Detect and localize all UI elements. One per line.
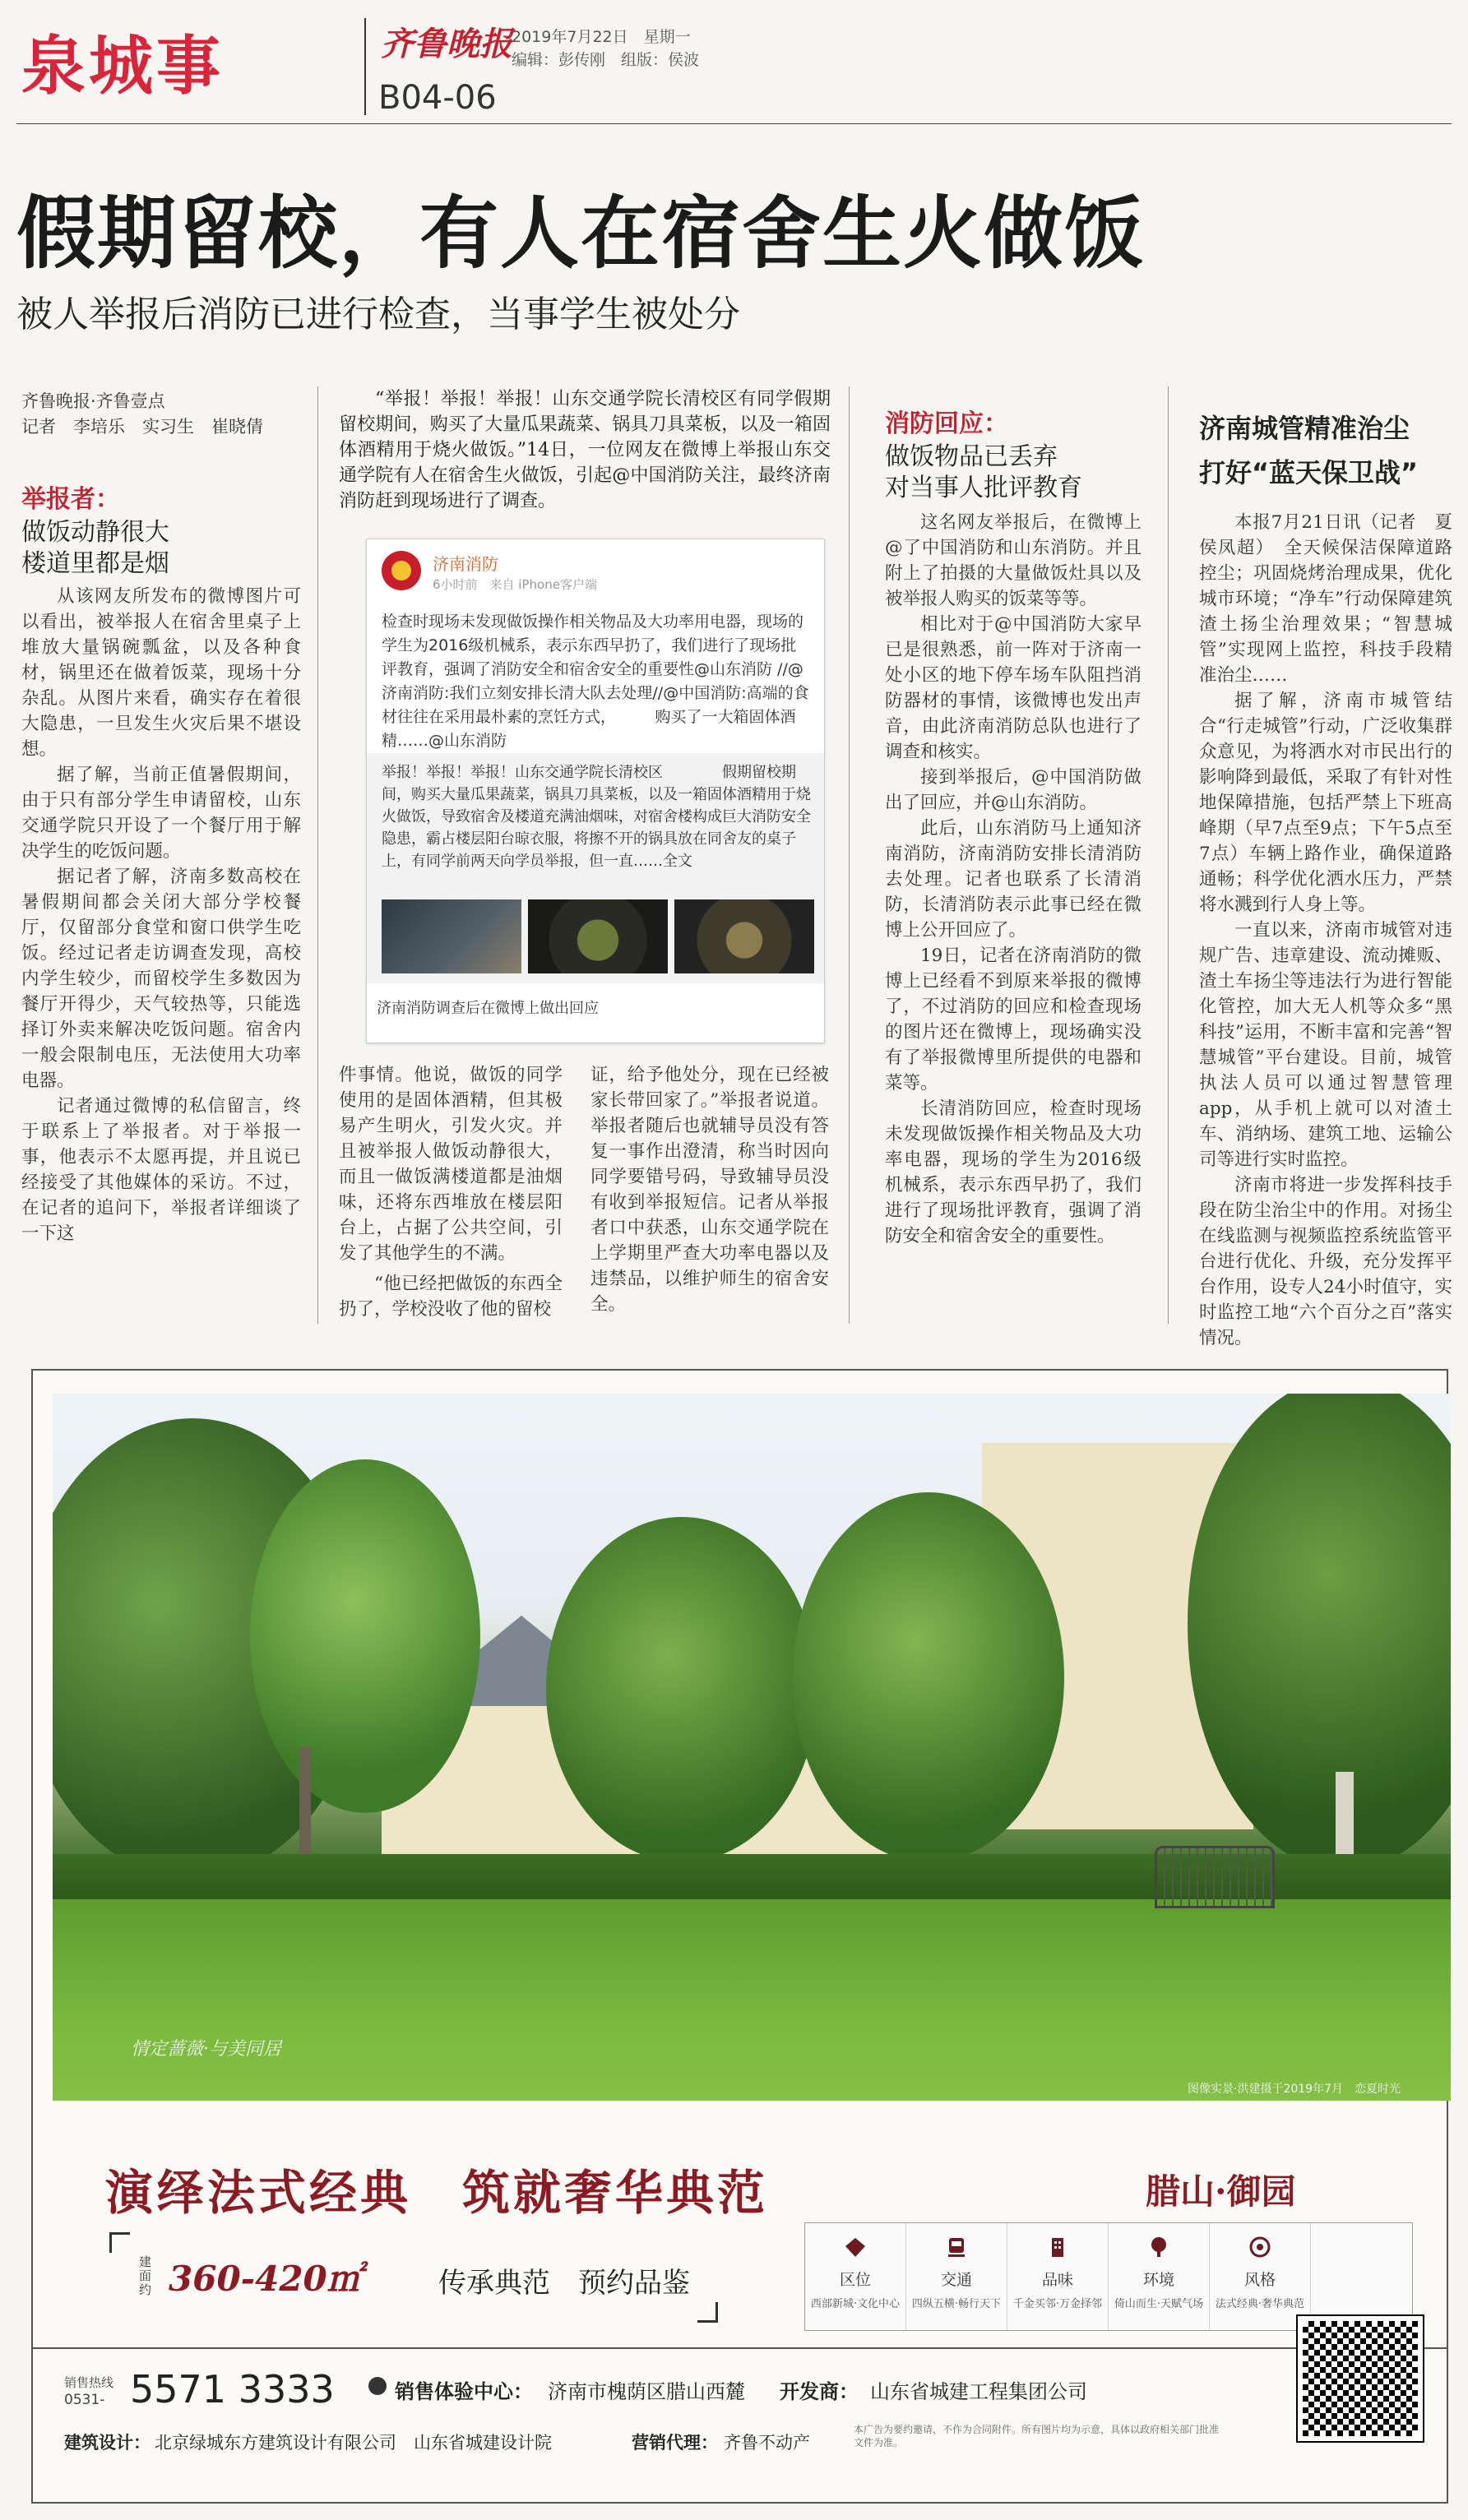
- byline-source: 齐鲁晚报·齐鲁壹点: [21, 391, 165, 411]
- paragraph: 记者通过微博的私信留言，终于联系上了举报者。对于举报一事，他表示不太愿再提，并且说已经接受了其他媒体的采访。不过，在记者的追问下，举报者详细谈了一下这: [21, 1096, 301, 1244]
- advertisement: [31, 1369, 1448, 2504]
- feature-style: [1210, 2223, 1311, 2330]
- editors: 编辑：彭传刚 组版：侯波: [512, 51, 700, 69]
- qr-code[interactable]: [1298, 2316, 1423, 2441]
- agent-name: 齐鲁不动产: [724, 2433, 810, 2453]
- ad-slogan: 演绎法式经典 筑就奢华典范: [105, 2165, 769, 2221]
- col1-subhead-line1: 做饭动静很大: [21, 518, 169, 547]
- paragraph: 接到举报后，@中国消防做出了回应，并@山东消防。: [885, 767, 1142, 813]
- hotline-number[interactable]: 5571 3333: [130, 2367, 335, 2411]
- col2b-body: [590, 1062, 829, 1317]
- paper-name: 齐鲁晚报: [381, 25, 512, 63]
- paragraph: 相比对于@中国消防大家早已是很熟悉，前一阵对于济南一处小区的地下停车场车队阻挡消防器材的事情，该微博也发出声音，由此济南消防总队也进行了调查和核实。: [885, 614, 1142, 762]
- feature-desc: 西部新城·文化中心: [810, 2298, 901, 2310]
- paragraph: 据了解，济南市城管结合“行走城管”行动，广泛收集群众意见，为将洒水对市民出行的影响降到最低，采取了有针对性地保障措施，包括严禁上下班高峰期（早7点至9点；下午5点至7点）车辆上路作业，确保道路通畅；科学优化洒水压力，严禁将水溅到行人身上等。: [1199, 691, 1452, 915]
- masthead-rule: [16, 123, 1452, 124]
- feature-location: [805, 2223, 906, 2330]
- park-icon: [1146, 2235, 1171, 2259]
- paragraph: 19日，记者在济南消防的微博上已经看不到原来举报的微博了，不过消防的回应和检查现场的图片还在微博上，现场确实没有了举报微博里所提供的电器和菜等。: [885, 946, 1142, 1094]
- paragraph: 长清消防回应，检查时现场未发现做饭操作相关物品及大功率电器，现场的学生为2016级机械系，表示东西早扔了，我们进行了现场批评教育，强调了消防安全和宿舍安全的重要性。: [885, 1098, 1142, 1246]
- masthead-divider: [364, 18, 366, 115]
- ad-brand: 腊山·御园: [1146, 2171, 1296, 2212]
- paragraph: 济南市将进一步发挥科技手段在防尘治尘中的作用。对扬尘在线监测与视频监控系统监管平台进行优化、升级，充分发挥平台作用，设专人24小时值守，实时监控工地“六个百分之百”落实情况。: [1199, 1175, 1452, 1348]
- weibo-post-text: 检查时现场未发现做饭操作相关物品及大功率用电器，现场的学生为2016级机械系，表示东西早扔了，我们进行了现场批评教育，强调了消防安全和宿舍安全的重要性@山东消防 //@济南消防:我们立刻安排长清大队去处理//@中国消防:高端的食材往往在采用最朴素的烹饪方式， 购买了一大箱固体酒精……@山东消防: [382, 613, 809, 750]
- paragraph: “举报！举报！举报！山东交通学院长清校区有同学假期留校期间，购买了大量瓜果蔬菜、锅具刀具菜板，以及一箱固体酒精用于烧火做饭。”14日，一位网友在微博上举报山东交通学院有人在宿舍生火做饭，引起@中国消防关注，最终济南消防赶到现场进行了调查。: [339, 389, 831, 511]
- photo-caption: 图像实景·洪建摄于2019年7月 恋夏时光: [1188, 2083, 1401, 2096]
- col3-subhead-label: 消防回应：: [885, 409, 1008, 438]
- feature-title: 风格: [1243, 2271, 1276, 2289]
- col2a-body: [339, 1062, 563, 1322]
- col3-body: [885, 510, 1142, 1249]
- feature-title: 品味: [1041, 2271, 1073, 2289]
- area-value: 360-420㎡: [169, 2259, 362, 2299]
- weibo-meta: 6小时前 来自 iPhone客户端: [433, 577, 597, 592]
- tree: [793, 1492, 1064, 1862]
- ad-features: [804, 2222, 1413, 2331]
- feature-desc: 千金买邻·万金择邻: [1012, 2298, 1103, 2310]
- feature-spacer: [1311, 2223, 1411, 2330]
- tree: [546, 1517, 817, 1862]
- feature-traffic: [906, 2223, 1007, 2330]
- paragraph: 此后，山东消防马上通知济南消防，济南消防安排长清消防去处理。记者也联系了长清消防，长清消防表示此事已经在微博上公开回应了。: [885, 818, 1142, 941]
- weibo-photo-3[interactable]: [674, 899, 814, 973]
- architect-label: 建筑设计：: [64, 2433, 151, 2453]
- feature-desc: 法式经典·奢华典范: [1215, 2298, 1305, 2310]
- weibo-repost-box: [367, 753, 824, 983]
- location-icon: [368, 2377, 387, 2395]
- paragraph: 从该网友所发布的微博图片可以看出，被举报人在宿舍里桌子上堆放大量锅碗瓢盆，以及各种食材，锅里还在做着饭菜，现场十分杂乱。从图片来看，确实存在着很大隐患，一旦发生火灾后果不堪设想。: [21, 586, 301, 760]
- col1-body: [21, 584, 301, 1246]
- lawn: [53, 1899, 1451, 2101]
- garden-bench: [1155, 1846, 1275, 1908]
- weibo-account[interactable]: 济南消防: [433, 554, 498, 574]
- developer-name: 山东省城建工程集团公司: [870, 2380, 1087, 2403]
- agent-label: 营销代理：: [632, 2433, 718, 2453]
- weibo-repost-text: 举报！举报！举报！山东交通学院长清校区 假期留校期间，购买大量瓜果蔬菜，锅具刀具菜板，以及一箱固体酒精用于烧火做饭，导致宿舍及楼道充满油烟味，对宿舍楼构成巨大消防安全隐患，霸占楼层阳台晾衣服，将擦不开的锅具放在同舍友的桌子上，有同学前两天向学员举报，但一直……全文: [382, 764, 811, 870]
- col4-headline-line1: 济南城管精准治尘: [1199, 413, 1410, 444]
- weibo-photo-2[interactable]: [528, 899, 668, 973]
- feature-taste: [1007, 2223, 1109, 2330]
- weibo-card: [366, 539, 825, 1043]
- diamond-icon: [843, 2235, 868, 2259]
- feature-desc: 倚山而生·天赋气场: [1114, 2298, 1204, 2310]
- area-label: 建面约: [139, 2254, 152, 2297]
- train-icon: [944, 2235, 969, 2259]
- issue-date: 2019年7月22日 星期一: [512, 28, 691, 46]
- column-rule: [317, 386, 318, 1324]
- col1-subhead-label: 举报者：: [21, 485, 120, 514]
- ad-area-box: [109, 2232, 718, 2323]
- bracket-corner: [109, 2232, 130, 2253]
- weibo-photo-1[interactable]: [382, 899, 521, 973]
- paragraph: 这名网友举报后，在微博上@了中国消防和山东消防。并且附上了拍摄的大量做饭灶具以及被举报人购买的饭菜等等。: [885, 512, 1142, 609]
- paragraph: “他已经把做饭的东西全扔了，学校没收了他的留校: [339, 1274, 563, 1320]
- feature-title: 环境: [1142, 2271, 1174, 2289]
- ad-photo: [53, 1394, 1451, 2101]
- feature-environment: [1109, 2223, 1210, 2330]
- col3-subhead-line2: 对当事人批评教育: [885, 474, 1082, 502]
- byline-reporters: 记者 李培乐 实习生 崔晓倩: [21, 417, 263, 437]
- weibo-avatar: [382, 551, 421, 590]
- area-tagline: 传承典范 预约品鉴: [438, 2267, 690, 2300]
- center-address: 济南市槐荫区腊山西麓: [548, 2380, 745, 2403]
- headline: 假期留校，有人在宿舍生火做饭: [16, 187, 1145, 280]
- subheadline: 被人举报后消防已进行检查，当事学生被处分: [16, 294, 740, 335]
- section-title: 泉城事: [21, 30, 225, 104]
- feature-title: 交通: [940, 2271, 972, 2289]
- architect-name: 北京绿城东方建筑设计有限公司 山东省城建设计院: [155, 2433, 552, 2453]
- column-rule: [1168, 386, 1169, 1324]
- col4-body: [1199, 510, 1452, 1351]
- building-icon: [1045, 2235, 1070, 2259]
- col3-subhead-line1: 做饭物品已丢弃: [885, 442, 1058, 471]
- paragraph: 据记者了解，济南多数高校在暑假期间都会关闭大部分学校餐厅，仅留部分食堂和窗口供学生吃饭。经过记者走访调查发现，高校内学生较少，而留校学生多数因为餐厅开得少，天气较热等，只能选择订外卖来解决吃饭问题。宿舍内一般会限制电压，无法使用大功率电器。: [21, 867, 301, 1091]
- ad-footer: [31, 2347, 1448, 2489]
- paragraph: 证，给予他处分，现在已经被家长带回家了。”举报者说道。举报者随后也就辅导员没有答复一事作出澄清，称当时因向同学要错号码，导致辅导员没有收到举报短信。记者从举报者口中获悉，山东交通学院在上学期里严查大功率电器以及违禁品，以维护师生的宿舍安全。: [590, 1065, 829, 1315]
- col1-subhead-line2: 楼道里都是烟: [21, 549, 169, 578]
- column-rule: [849, 386, 850, 1324]
- paragraph: 一直以来，济南市城管对违规广告、违章建设、流动摊贩、渣土车扬尘等违法行为进行智能化管控，加大无人机等众多“黑科技”运用，不断丰富和完善“智慧城管”平台建设。目前，城管执法人员可以通过智慧管理app，从手机上就可以对渣土车、消纳场、建筑工地、运输公司等进行实时监控。: [1199, 920, 1452, 1170]
- center-label: 销售体验中心：: [395, 2380, 533, 2403]
- feature-title: 区位: [839, 2271, 871, 2289]
- page-number: B04-06: [378, 79, 497, 117]
- bracket-corner: [697, 2302, 718, 2323]
- photo-signature: 情定蔷薇·与美同居: [131, 2039, 281, 2060]
- disclaimer: 本广告为要约邀请，不作为合同附件。所有图片均为示意，具体以政府相关部门批准文件为准。: [854, 2424, 1220, 2448]
- paragraph: 本报7月21日讯（记者 夏侯凤超） 全天候保洁保障道路控尘；巩固烧烤治理成果，优化城市环境；“净车”行动保障建筑渣土扬尘治理效果；“智慧城管”实现网上监控，科技手段精准治尘……: [1199, 512, 1452, 686]
- col2-intro: [339, 386, 831, 514]
- paragraph: 件事情。他说，做饭的同学使用的是固体酒精，但其极易产生明火，引发火灾。并且被举报人做饭动静很大，而且一做饭满楼道都是油烟味，还将东西堆放在楼层阳台上，占据了公共空间，引发了其他学生的不满。: [339, 1065, 563, 1264]
- weibo-caption: 济南消防调查后在微博上做出回应: [377, 1000, 599, 1017]
- hotline-area: 0531-: [64, 2392, 105, 2408]
- tree: [250, 1459, 480, 1813]
- flower-icon: [1248, 2235, 1272, 2259]
- developer-label: 开发商：: [780, 2380, 859, 2403]
- col4-headline-line2: 打好“蓝天保卫战”: [1199, 457, 1419, 488]
- hotline-label: 销售热线: [64, 2375, 114, 2390]
- feature-desc: 四纵五横·畅行天下: [911, 2298, 1002, 2310]
- paragraph: 据了解，当前正值暑假期间，由于只有部分学生申请留校，山东交通学院只开设了一个餐厅用于解决学生的吃饭问题。: [21, 765, 301, 862]
